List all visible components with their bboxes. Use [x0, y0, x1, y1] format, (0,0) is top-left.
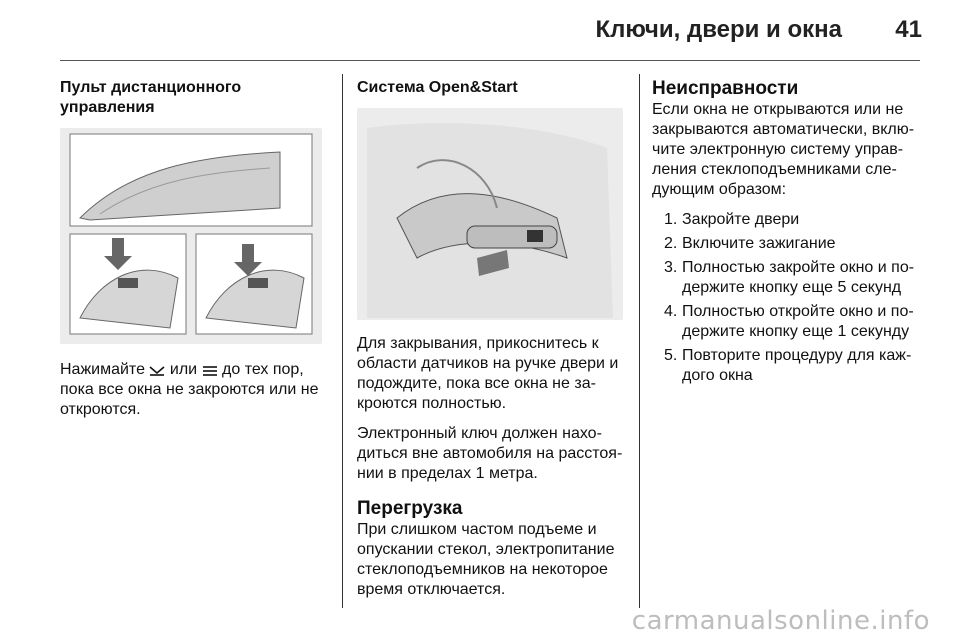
column-divider — [639, 74, 640, 608]
instruction-text — [60, 360, 330, 420]
text-line: нии в пределах 1 метра. — [357, 465, 538, 482]
section-heading-overload: Перегрузка — [357, 498, 463, 519]
watermark: carmanualsonline.info — [631, 606, 930, 636]
text-segment: или — [169, 361, 198, 378]
text-segment: до тех пор, — [222, 361, 304, 378]
paragraph — [652, 100, 932, 200]
paragraph — [357, 520, 627, 600]
text-line: Если окна не открываются или не — [652, 101, 904, 118]
page-number: 41 — [895, 16, 922, 43]
text-line: откроются. — [60, 401, 141, 418]
header-rule — [60, 60, 920, 61]
step-text: держите кнопку еще 5 секунд — [682, 279, 902, 296]
text-line: кроются полностью. — [357, 395, 507, 412]
window-down-icon — [202, 364, 218, 376]
step-text: Закройте двери — [682, 211, 800, 228]
text-line: время отключается. — [357, 581, 506, 598]
text-line: подождите, пока все окна не за- — [357, 375, 596, 392]
paragraph — [357, 334, 627, 414]
list-item — [652, 210, 932, 230]
column-divider — [342, 74, 343, 608]
column-open-start — [357, 78, 627, 610]
steps-list — [652, 210, 932, 386]
list-item — [652, 258, 932, 298]
list-item — [652, 234, 932, 254]
window-up-icon — [149, 364, 165, 376]
step-number: 1. — [664, 211, 678, 228]
column-remote-control — [60, 78, 330, 430]
text-line: Электронный ключ должен нахо- — [357, 425, 602, 442]
text-line: дующим образом: — [652, 181, 787, 198]
section-heading: Пульт дистанционного управления — [60, 79, 242, 116]
step-text: дого окна — [682, 367, 753, 384]
section-heading: Система Open&Start — [357, 79, 518, 96]
paragraph — [357, 424, 627, 484]
door-handle-illustration — [357, 108, 623, 320]
text-line: Для закрывания, прикоснитесь к — [357, 335, 599, 352]
text-line: ления стеклоподъемниками сле- — [652, 161, 897, 178]
text-line: диться вне автомобиля на расстоя- — [357, 445, 623, 462]
step-number: 4. — [664, 303, 678, 320]
text-line: области датчиков на ручке двери и — [357, 355, 619, 372]
step-text: Включите зажигание — [682, 235, 836, 252]
step-number: 3. — [664, 259, 678, 276]
step-number: 2. — [664, 235, 678, 252]
step-text: Полностью откройте окно и по- — [682, 303, 914, 320]
remote-control-drawing — [60, 128, 322, 344]
text-line: опускании стекол, электропитание — [357, 541, 615, 558]
step-text: Полностью закройте окно и по- — [682, 259, 915, 276]
text-line: При слишком частом подъеме и — [357, 521, 597, 538]
text-line: закрываются автоматически, вклю- — [652, 121, 915, 138]
text-segment: Нажимайте — [60, 361, 145, 378]
text-line: стеклоподъемников на некоторое — [357, 561, 608, 578]
remote-control-illustration — [60, 128, 322, 344]
section-heading: Неисправности — [652, 78, 799, 99]
list-item — [652, 346, 932, 386]
text-line: чите электронную систему управ- — [652, 141, 904, 158]
step-text: Повторите процедуру для каж- — [682, 347, 912, 364]
page-header — [0, 0, 960, 60]
text-line: пока все окна не закроются или не — [60, 381, 319, 398]
column-malfunctions — [652, 78, 932, 390]
step-number: 5. — [664, 347, 678, 364]
door-handle-drawing — [357, 108, 623, 320]
page-title: Ключи, двери и окна — [595, 16, 842, 43]
step-text: держите кнопку еще 1 секунду — [682, 323, 910, 340]
list-item — [652, 302, 932, 342]
